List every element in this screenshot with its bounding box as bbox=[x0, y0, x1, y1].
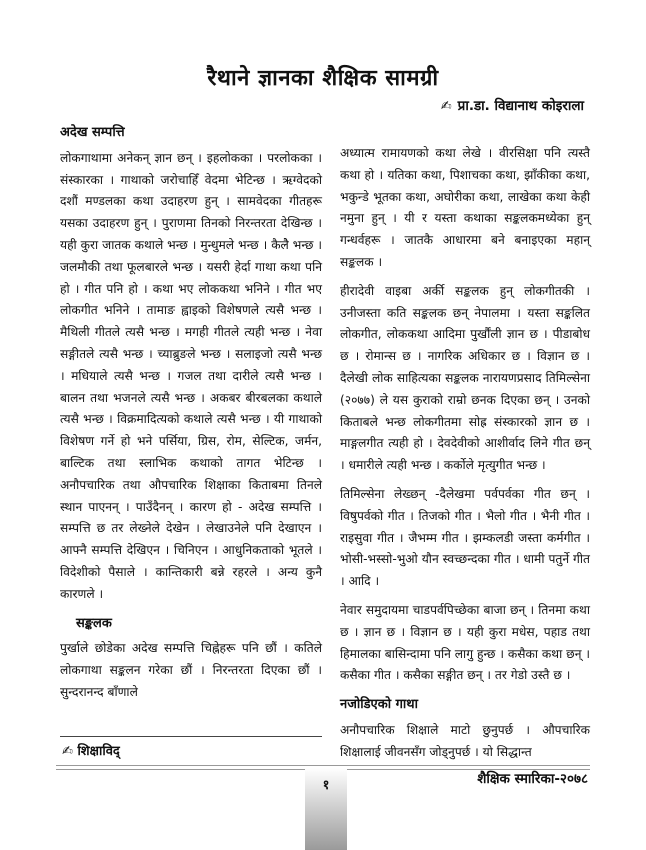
pen-icon: ✍ bbox=[62, 744, 73, 759]
paragraph: अनौपचारिक शिक्षाले माटो छुनुपर्छ । औपचारिक शिक्षालाई जीवनसँग जोड्नुपर्छ । यो सिद्धान्त bbox=[340, 722, 590, 759]
paragraph: नेवार समुदायमा चाडपर्वपिच्छेका बाजा छन् । तिनमा कथा छ । ज्ञान छ । विज्ञान छ । यही कुरा मधेस, पहाड तथा हिमालका बासिन्दामा पनि लागु हुन्छ । कसैका कथा छन् । कसैका गीत । कसैका सङ्गीत छन् । तर गेडो उस्तै छ । bbox=[340, 602, 590, 683]
paragraph: हीरादेवी वाइबा अर्की सङ्कलक हुन् लोकगीतकी । उनीजस्ता कति सङ्कलक छन् नेपालमा । यस्ता सङ्कलित लोकगीत, लोककथा आदिमा पुर्खौंली ज्ञान छ । पीडाबोध छ । रोमान्स छ । नागरिक अधिकार छ । विज्ञान छ । दैलेखी लोक साहित्यका सङ्कलक नारायणप्रसाद तिमिल्सेना (२०७७) ले यस कुराको राम्रो छनक दिएका छन् । उनको किताबले भन्छ लोकगीतमा सोह्र संस्कारको ज्ञान छ । माङ्गलगीत त्यही हो । देवदेवीको आशीर्वाद लिने गीत छन् । धमारीले त्यही भन्छ । कर्कोले मृत्युगीत भन्छ । bbox=[340, 283, 590, 473]
section-heading-najodiyeko-gatha: नजोडिएको गाथा bbox=[340, 697, 418, 713]
author-name: प्रा.डा. विद्यानाथ कोइराला bbox=[457, 98, 584, 114]
article-title: रैथाने ज्ञानका शैक्षिक सामग्री bbox=[207, 66, 439, 91]
right-column bbox=[340, 143, 590, 771]
paragraph: अध्यात्म रामायणको कथा लेखे । वीरसिक्षा पनि त्यस्तै कथा हो । यतिका कथा, पिशाचका कथा, झाँकीका कथा, भकुन्डे भूतका कथा, अघोरीका कथा, लाखेका कथा केही नमुना हुन् । यी र यस्ता कथाका सङ्कलकमध्येका हुन् गन्धर्वहरू । जातकै आधारमा बने बनाइएका महान् सङ्कलक । bbox=[340, 146, 590, 269]
page-number: १ bbox=[322, 778, 330, 793]
author-line bbox=[441, 96, 584, 114]
paragraph: लोकगाथामा अनेकन् ज्ञान छन् । इहलोकका । परलोकका । संस्कारका । गाथाको जरोचाहिँ वेदमा भेटिन्छ । ऋग्वेदको दशौं मण्डलका कथा उदाहरण हुन् । सामवेदका गीतहरू यसका उदाहरण हुन् । पुराणमा तिनको निरन्तरता देखिन्छ । यही कुरा जातक कथाले भन्छ । मुन्धुमले भन्छ । कैलेै भन्छ । जलमौकी तथा फूलबारले भन्छ । यसरी हेर्दा गाथा कथा पनि हो । गीत पनि हो । कथा भए लोककथा भनिने । गीत भए लोकगीत भनिने । तामाङ ह्वाइको विशेषणले त्यसै भन्छ । मैथिली गीतले त्यसै भन्छ । मगही गीतले त्यही भन्छ । नेवा सङ्गीतले त्यसै भन्छ । च्याब्रुङले भन्छ । सलाइजो त्यसै भन्छ । मधियाले त्यसै भन्छ । गजल तथा दारीले त्यसै भन्छ । बालन तथा भजनले त्यसै भन्छ । अकबर बीरबलका कथाले त्यसै भन्छ । विक्रमादित्यको कथाले त्यसै भन्छ । यी गाथाको विशेषण गर्ने हो भने पर्सिया, ग्रिस, रोम, सेल्टिक, जर्मन, बाल्टिक तथा स्लाभिक कथाको तागत भेटिन्छ । अनौपचारिक तथा औपचारिक शिक्षाका किताबमा तिनले स्थान पाएनन् । पाउँदैनन् । कारण हो - अदेख सम्पत्ति । सम्पत्ति छ तर लेख्नेले देखेन । लेखाउनेले पनि देखाएन । आफ्नै सम्पत्ति देखिएन । चिनिएन । आधुनिकताको भूतले । विदेशीको पैसाले । कान्तिकारी बन्ने रहरले । अन्य कुनै कारणले । bbox=[60, 150, 322, 601]
footnote-divider bbox=[60, 736, 322, 737]
magazine-title: शैक्षिक स्मारिका-२०७८ bbox=[477, 771, 588, 787]
paragraph: पुर्खाले छोडेका अदेख सम्पत्ति चिह्नेहरू पनि छौं । कतिले लोकगाथा सङ्कलन गरेका छौं । निरन्तरता दिएका छौं । सुन्दरानन्द बाँणाले bbox=[60, 641, 322, 699]
section-heading-sankalak: सङ्कलक bbox=[76, 615, 112, 631]
footnote-text: शिक्षाविद् bbox=[77, 744, 120, 759]
footnote bbox=[62, 741, 120, 759]
pen-icon: ✍ bbox=[440, 99, 452, 114]
section-heading-adekh-sampatti: अदेख सम्पत्ति bbox=[60, 125, 125, 140]
paragraph: तिमिल्सेना लेख्छन् -दैलेखमा पर्वपर्वका गीत छन् । विषुपर्वको गीत । तिजको गीत । भैलो गीत । भैनी गीत । राइसुवा गीत । जैभम्म गीत । झम्कलडी जस्ता कर्मगीत । भोसी-भस्सो-भुओ यौन स्वच्छन्दका गीत । धामी पतुर्ने गीत । आदि । bbox=[340, 486, 590, 589]
left-column bbox=[60, 120, 322, 711]
